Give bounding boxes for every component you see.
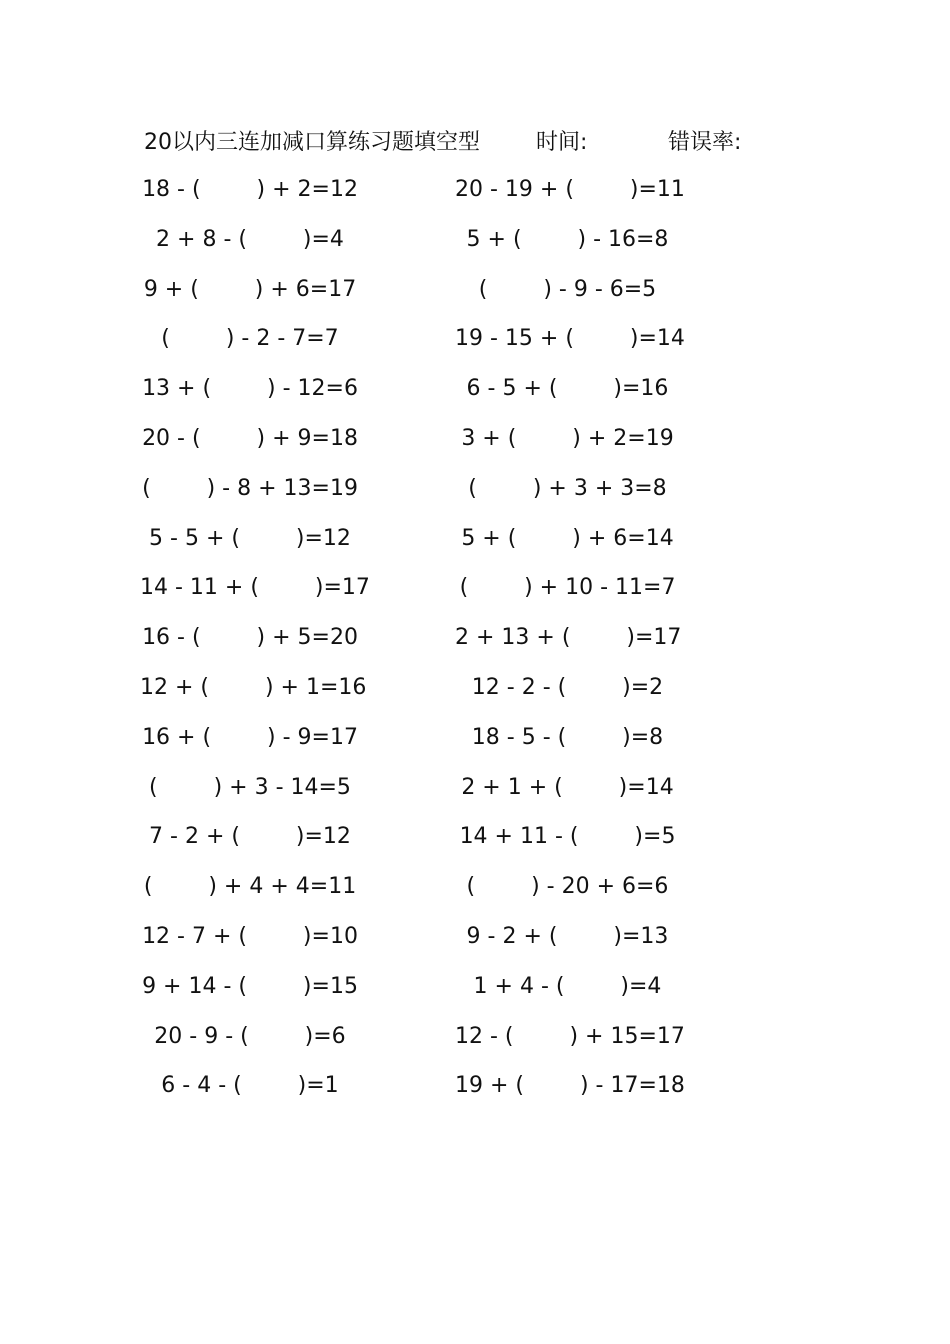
problem-right: 9 - 2 + ( )=13 <box>466 923 669 949</box>
problem-right: 12 - ( ) + 15=17 <box>455 1023 685 1049</box>
problem-left: 16 - ( ) + 5=20 <box>142 625 358 651</box>
problem-row <box>0 720 950 770</box>
problem-left: 9 + ( ) + 6=17 <box>143 276 357 302</box>
problem-right: 1 + 4 - ( )=4 <box>473 973 662 999</box>
problem-row <box>0 670 950 720</box>
time-label: 时间: <box>536 130 588 155</box>
problem-right: 19 + ( ) - 17=18 <box>455 1073 685 1099</box>
problem-left: 12 - 7 + ( )=10 <box>142 923 358 949</box>
problem-left: 5 - 5 + ( )=12 <box>149 525 351 551</box>
problem-right: 6 - 5 + ( )=16 <box>466 376 669 402</box>
problem-left: 9 + 14 - ( )=15 <box>142 973 358 999</box>
problem-row <box>0 1019 950 1069</box>
page-title: 20以内三连加减口算练习题填空型 <box>144 130 480 155</box>
problem-left: 20 - ( ) + 9=18 <box>142 425 358 451</box>
problem-left: 6 - 4 - ( )=1 <box>161 1073 339 1099</box>
problem-left: ( ) + 3 - 14=5 <box>149 774 351 800</box>
problem-right: 3 + ( ) + 2=19 <box>461 425 674 451</box>
problem-right: 20 - 19 + ( )=11 <box>455 177 685 202</box>
problem-row <box>0 869 950 919</box>
problem-row <box>0 919 950 969</box>
problem-row <box>0 471 950 521</box>
problem-right: 2 + 1 + ( )=14 <box>461 774 674 800</box>
problem-right: 19 - 15 + ( )=14 <box>455 326 685 352</box>
problem-right: 5 + ( ) + 6=14 <box>461 525 674 551</box>
problem-left: ( ) + 4 + 4=11 <box>143 874 357 900</box>
problem-left: 13 + ( ) - 12=6 <box>142 376 358 402</box>
worksheet-header <box>0 126 950 160</box>
problem-row <box>0 770 950 820</box>
problem-row <box>0 371 950 421</box>
problem-left: 20 - 9 - ( )=6 <box>154 1023 346 1049</box>
problem-row <box>0 172 950 222</box>
problem-row <box>0 272 950 322</box>
problem-right: 2 + 13 + ( )=17 <box>455 625 682 651</box>
problem-row <box>0 969 950 1019</box>
problem-row <box>0 819 950 869</box>
problem-row <box>0 421 950 471</box>
problem-right: 12 - 2 - ( )=2 <box>471 674 664 700</box>
problem-left: 18 - ( ) + 2=12 <box>142 177 358 202</box>
problem-grid <box>0 172 950 1118</box>
problem-left: 2 + 8 - ( )=4 <box>156 226 344 252</box>
problem-row <box>0 620 950 670</box>
error-rate-label: 错误率: <box>668 130 742 155</box>
problem-left: 14 - 11 + ( )=17 <box>140 575 370 601</box>
problem-row <box>0 1068 950 1118</box>
problem-right: 14 + 11 - ( )=5 <box>459 824 676 850</box>
problem-right: 5 + ( ) - 16=8 <box>466 226 669 252</box>
problem-right: ( ) - 9 - 6=5 <box>478 276 657 302</box>
problem-left: ( ) - 8 + 13=19 <box>142 475 358 501</box>
problem-row <box>0 521 950 571</box>
problem-row <box>0 222 950 272</box>
problem-left: 7 - 2 + ( )=12 <box>149 824 351 850</box>
problem-row <box>0 570 950 620</box>
problem-right: 18 - 5 - ( )=8 <box>471 724 664 750</box>
problem-right: ( ) + 3 + 3=8 <box>468 475 667 501</box>
problem-right: ( ) + 10 - 11=7 <box>459 575 676 601</box>
problem-left: 16 + ( ) - 9=17 <box>142 724 358 750</box>
problem-row <box>0 321 950 371</box>
problem-right: ( ) - 20 + 6=6 <box>466 874 669 900</box>
problem-left: 12 + ( ) + 1=16 <box>140 674 367 700</box>
problem-left: ( ) - 2 - 7=7 <box>161 326 339 352</box>
